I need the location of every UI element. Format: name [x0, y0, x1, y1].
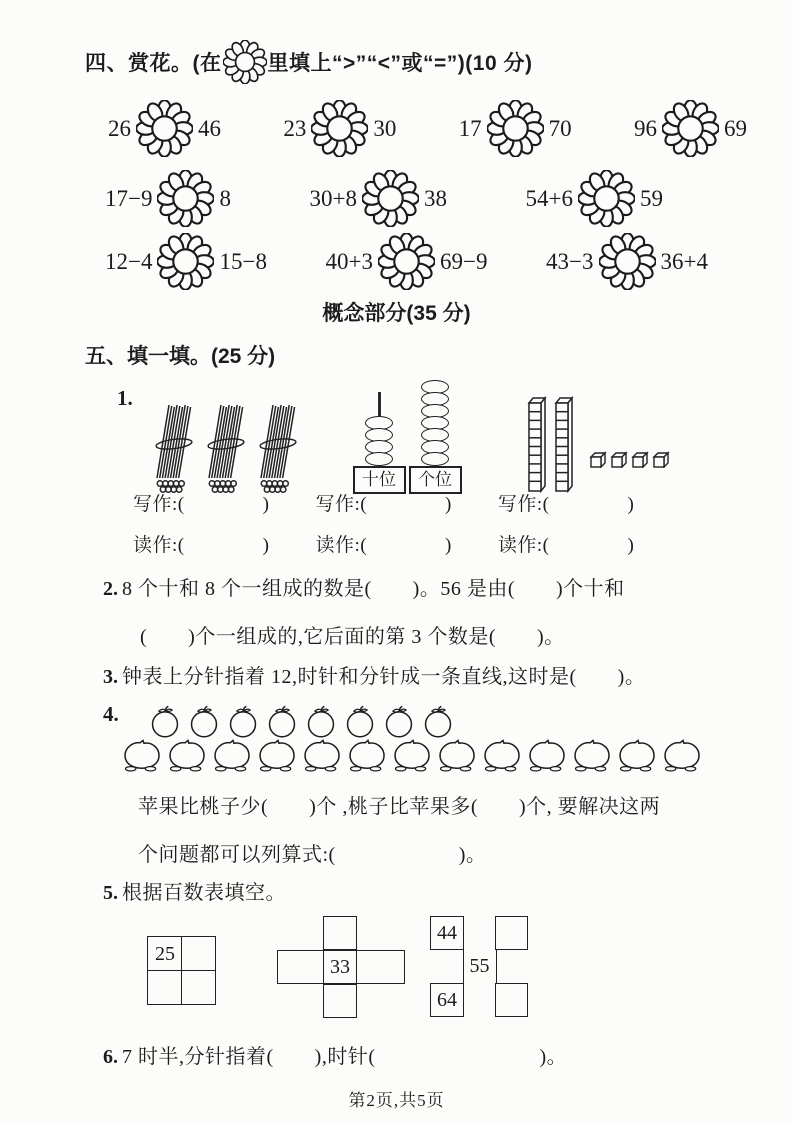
grid-cell-empty	[323, 984, 357, 1018]
comparison-item	[105, 233, 267, 290]
right-operand: 36+4	[660, 248, 708, 274]
write-as-blank: 写作:( )	[315, 494, 452, 515]
unit-cube-icon	[589, 450, 607, 468]
flower-icon-slot	[223, 40, 267, 84]
hundred-chart-grid-3	[430, 916, 528, 1017]
base-ten-blocks-icon	[526, 394, 670, 494]
unit-cube-icon	[631, 450, 649, 468]
hundred-chart-grid-2	[277, 916, 405, 1018]
flower-icon	[362, 170, 419, 227]
flower-icon	[599, 233, 656, 290]
flower-icon	[157, 170, 214, 227]
q4-line2	[138, 838, 486, 867]
section4-title	[85, 40, 532, 84]
comparison-row-1	[108, 100, 747, 157]
unit-cube-icon	[610, 450, 628, 468]
apple-icon	[381, 704, 417, 738]
apple-icon	[342, 704, 378, 738]
write-as-blank: 写作:( )	[133, 494, 270, 515]
ten-rod-icon	[526, 394, 548, 494]
q5-number: 5.	[103, 882, 118, 904]
q4-number: 4.	[103, 702, 119, 726]
abacus-bead	[365, 452, 393, 466]
apple-icon	[264, 704, 300, 738]
concept-section-header: 概念部分(35 分)	[322, 302, 471, 325]
section5-title: 五、填一填。(25 分)	[85, 345, 276, 368]
abacus-icon	[352, 392, 462, 494]
abacus-bead	[421, 452, 449, 466]
flower-icon	[136, 100, 193, 157]
flower-icon	[311, 100, 368, 157]
comparison-item	[283, 100, 396, 157]
write-as-row	[133, 489, 634, 516]
ones-place-label: 个位	[409, 466, 462, 494]
right-operand: 69	[723, 115, 747, 141]
section4-title-prefix: 四、赏花。(在	[85, 52, 222, 75]
stick-bundle-icon	[252, 402, 310, 494]
q5-title-line	[103, 876, 286, 905]
flower-icon	[157, 233, 214, 290]
unit-cube-icon	[652, 450, 670, 468]
comparison-item	[310, 170, 447, 227]
left-operand: 54+6	[525, 185, 573, 211]
q4-text2: 个问题都可以列算式:( )。	[138, 844, 487, 866]
grid-cell-empty	[495, 916, 528, 950]
left-operand: 43−3	[546, 248, 594, 274]
abacus-tens-column	[352, 392, 406, 494]
right-operand: 59	[639, 185, 663, 211]
ten-rods	[526, 394, 575, 494]
peach-icon	[165, 739, 210, 773]
left-operand: 96	[633, 115, 657, 141]
right-operand: 69−9	[440, 248, 488, 274]
q3-text: 钟表上分针指着 12,时针和分针成一条直线,这时是( )。	[122, 666, 646, 688]
right-operand: 46	[198, 115, 221, 141]
peach-icon	[435, 739, 480, 773]
q1-number: 1.	[117, 386, 133, 410]
apple-icon	[420, 704, 456, 738]
right-operand: 15−8	[219, 248, 267, 274]
grid3-top-left-cell: 44	[430, 916, 464, 950]
comparison-item	[326, 233, 488, 290]
flower-icon	[378, 233, 435, 290]
flower-icon	[223, 40, 267, 84]
read-as-row	[133, 530, 634, 557]
grid-cell-empty	[356, 950, 405, 984]
peach-icon	[300, 739, 345, 773]
comparison-item	[526, 170, 663, 227]
q2-number: 2.	[103, 578, 118, 600]
peach-icon	[120, 739, 165, 773]
comparison-item	[108, 100, 221, 157]
unit-cubes	[589, 450, 670, 468]
flower-icon	[487, 100, 544, 157]
right-operand: 8	[219, 185, 231, 211]
comparison-item	[105, 170, 231, 227]
read-as-blank: 读作:( )	[133, 535, 270, 556]
peach-icon	[570, 739, 615, 773]
q4-text1: 苹果比桃子少( )个 ,桃子比苹果多( )个, 要解决这两	[138, 796, 661, 818]
peaches-row	[120, 739, 705, 773]
q3-line	[103, 660, 645, 689]
q2-text2: ( )个一组成的,它后面的第 3 个数是( )。	[140, 626, 565, 648]
abacus-ones-column	[408, 392, 462, 494]
apple-icon	[225, 704, 261, 738]
grid1-value-cell: 25	[155, 942, 175, 965]
comparison-row-2	[105, 170, 663, 227]
apple-icon	[186, 704, 222, 738]
grid3-bottom-left-cell: 64	[430, 983, 464, 1017]
read-as-blank: 读作:( )	[315, 535, 452, 556]
peach-icon	[615, 739, 660, 773]
right-operand: 38	[423, 185, 447, 211]
left-operand: 17−9	[105, 185, 153, 211]
grid-cell-empty	[277, 950, 324, 984]
q2-line2	[140, 620, 565, 649]
comparison-row-3	[105, 233, 708, 290]
right-operand: 70	[548, 115, 572, 141]
ones-beads	[421, 382, 449, 466]
apples-row	[147, 704, 456, 738]
right-operand: 30	[373, 115, 397, 141]
comparison-item	[546, 233, 708, 290]
q6-text: 7 时半,分针指着( ),时针( )。	[122, 1046, 568, 1068]
left-operand: 30+8	[309, 185, 357, 211]
q5-title-text: 根据百数表填空。	[122, 882, 286, 904]
left-operand: 17	[458, 115, 482, 141]
peach-icon	[660, 739, 705, 773]
comparison-item	[459, 100, 572, 157]
peach-icon	[345, 739, 390, 773]
stick-bundles-icon	[148, 402, 304, 494]
tens-beads	[365, 418, 393, 466]
hundred-chart-grid-1	[147, 936, 216, 1005]
q3-number: 3.	[103, 666, 118, 688]
ten-rod-icon	[553, 394, 575, 494]
left-operand: 26	[108, 115, 131, 141]
grid-cell-empty	[323, 916, 357, 950]
grid2-center-cell: 33	[323, 950, 357, 984]
left-operand: 23	[283, 115, 307, 141]
q6-number: 6.	[103, 1046, 118, 1068]
left-operand: 12−4	[105, 248, 153, 274]
q2-text1: 8 个十和 8 个一组成的数是( )。56 是由( )个十和	[122, 578, 625, 600]
peach-icon	[210, 739, 255, 773]
tens-place-label: 十位	[353, 466, 406, 494]
q6-line	[103, 1040, 567, 1069]
flower-icon	[662, 100, 719, 157]
q2-line1	[103, 572, 625, 601]
comparison-item	[634, 100, 747, 157]
q1-graphics	[148, 392, 670, 494]
read-as-blank: 读作:( )	[497, 535, 635, 556]
left-operand: 40+3	[325, 248, 373, 274]
peach-icon	[525, 739, 570, 773]
apple-icon	[147, 704, 183, 738]
peach-icon	[390, 739, 435, 773]
q4-line1	[138, 790, 660, 819]
stick-bundle-icon	[200, 402, 258, 494]
grid3-center-cell: 55	[463, 949, 497, 984]
write-as-blank: 写作:( )	[497, 494, 635, 515]
stick-bundle-icon	[148, 402, 206, 494]
peach-icon	[255, 739, 300, 773]
peach-icon	[480, 739, 525, 773]
page-footer: 第2页,共5页	[348, 1091, 445, 1110]
apple-icon	[303, 704, 339, 738]
flower-icon	[578, 170, 635, 227]
grid-cell-empty	[495, 983, 528, 1017]
section4-title-suffix: 里填上“>”“<”或“=”)(10 分)	[267, 52, 533, 75]
